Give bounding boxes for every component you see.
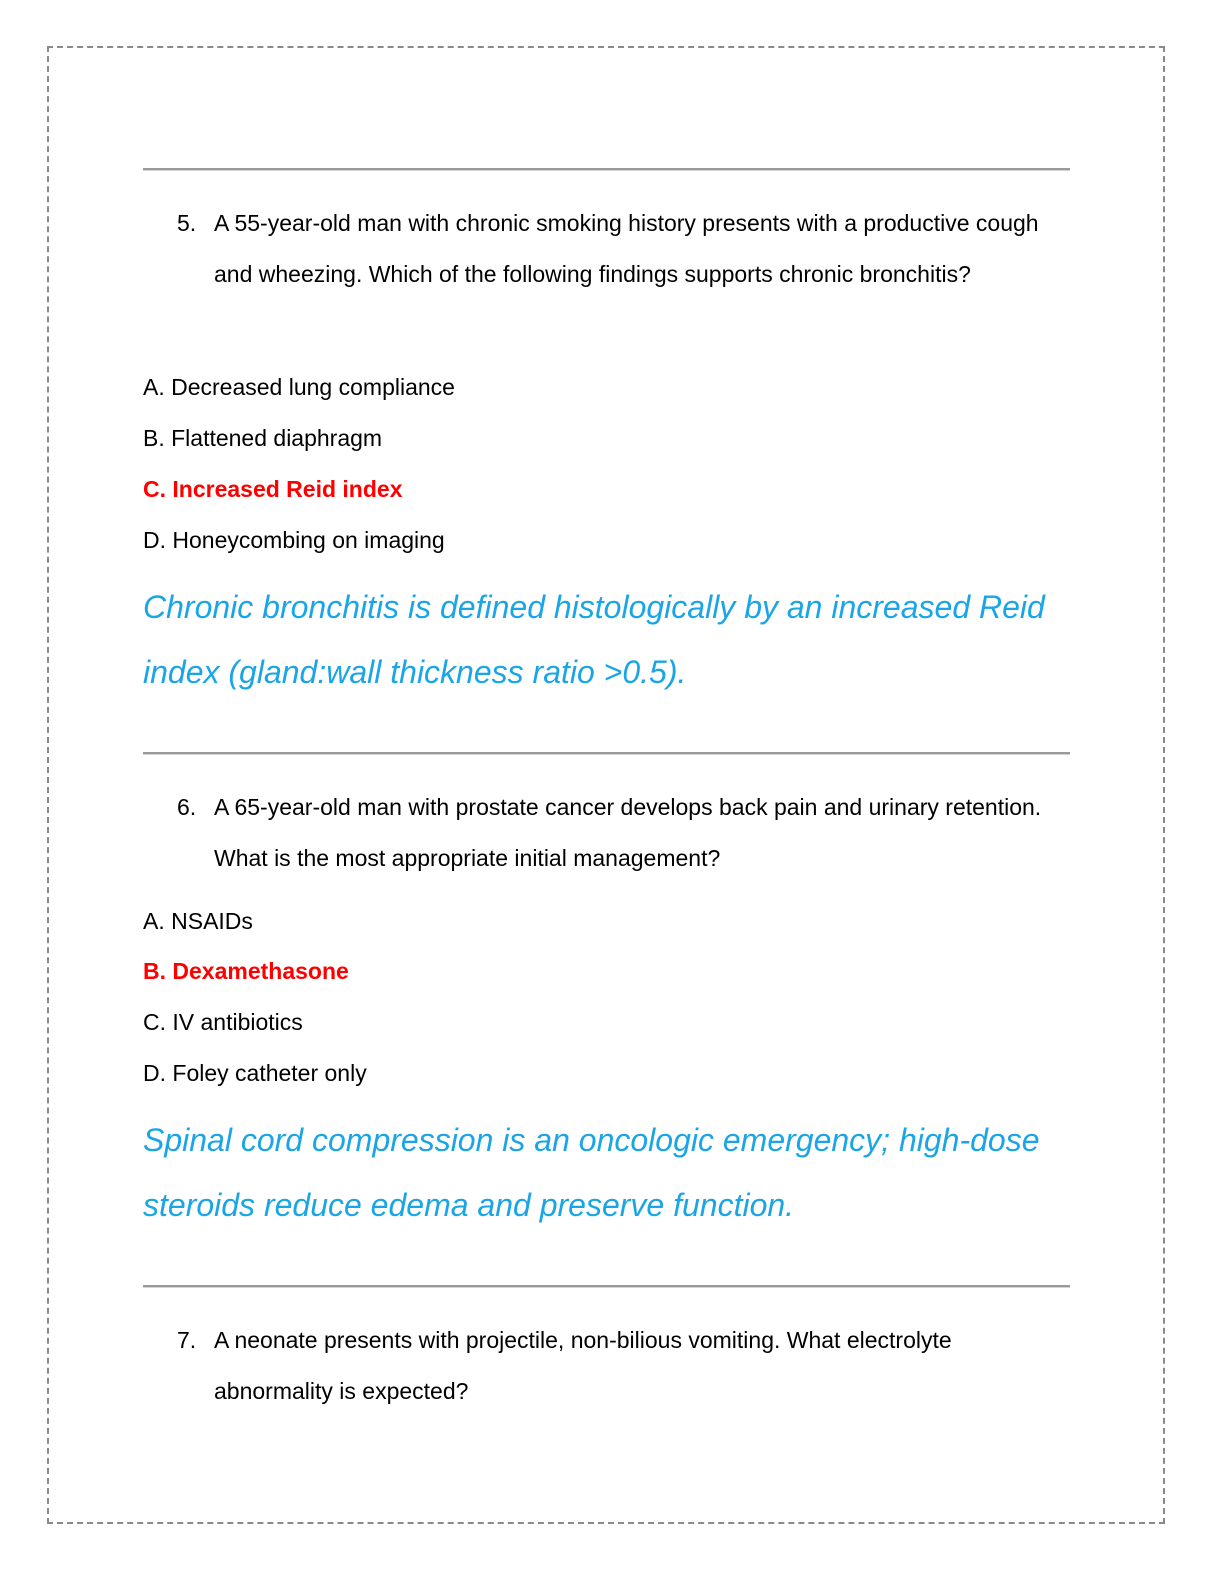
answer-explanation: Spinal cord compression is an oncologic emergency; high-dose steroids reduce edema and preserve function. — [143, 1122, 1040, 1223]
section-divider — [143, 1285, 1070, 1287]
option-b-correct: B. Dexamethasone — [143, 958, 349, 984]
question-7 — [177, 1315, 1072, 1417]
question-number: 7. — [177, 1327, 197, 1353]
section-divider — [143, 752, 1070, 754]
answer-explanation: Chronic bronchitis is defined histologically by an increased Reid index (gland:wall thickness ratio >0.5). — [143, 589, 1045, 690]
section-divider — [143, 168, 1070, 170]
option-b: B. Flattened diaphragm — [143, 425, 383, 451]
question-text: A 65-year-old man with prostate cancer develops back pain and urinary retention. What is the most appropriate initial management? — [214, 794, 1042, 871]
option-d: D. Foley catheter only — [143, 1060, 367, 1086]
option-c-correct: C. Increased Reid index — [143, 476, 403, 502]
question-text: A neonate presents with projectile, non-bilious vomiting. What electrolyte abnormality is expected? — [214, 1327, 952, 1404]
option-a: A. Decreased lung compliance — [143, 374, 455, 400]
question-6 — [177, 782, 1072, 884]
option-d: D. Honeycombing on imaging — [143, 527, 445, 553]
question-text: A 55-year-old man with chronic smoking history presents with a productive cough and wheezing. Which of the following findings supports chronic bronchitis? — [214, 210, 1039, 287]
question-number: 5. — [177, 210, 197, 236]
option-a: A. NSAIDs — [143, 908, 253, 934]
question-5 — [177, 198, 1072, 300]
question-number: 6. — [177, 794, 197, 820]
option-c: C. IV antibiotics — [143, 1009, 303, 1035]
